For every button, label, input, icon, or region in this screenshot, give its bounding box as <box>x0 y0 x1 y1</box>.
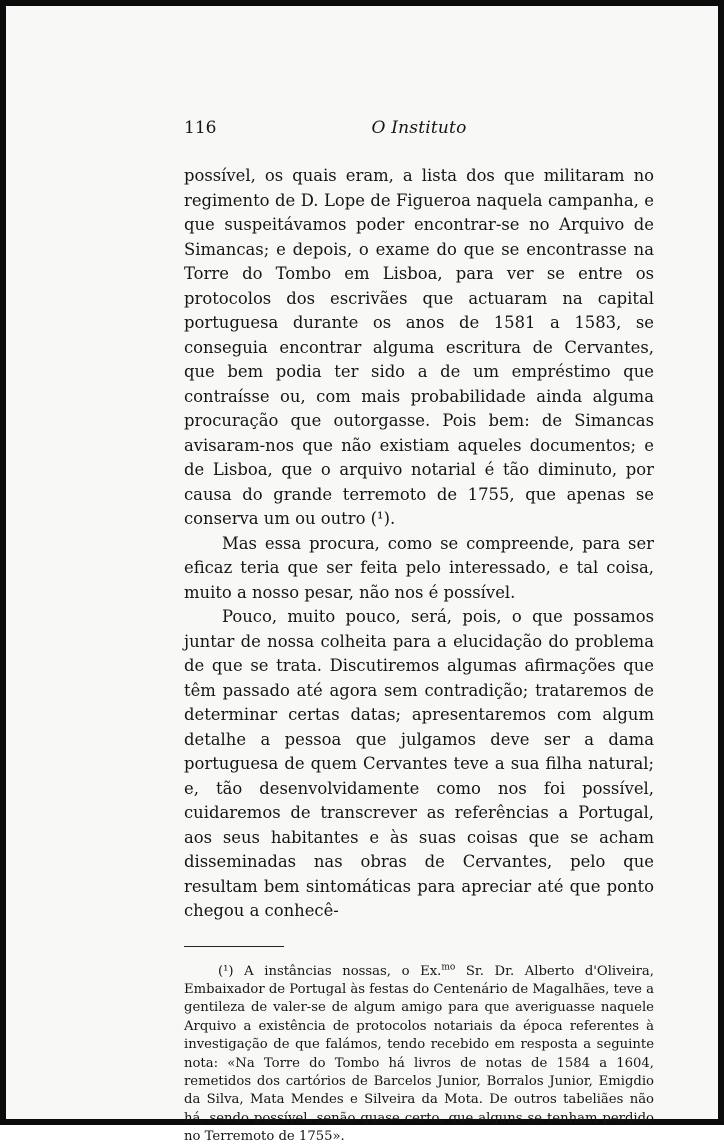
footnote-text-after: Sr. Dr. Alberto d'Oliveira, Embaixador de Portugal às festas do Centenário de Magalhães, teve a gentileza de valer-se de algum amigo para que averiguasse naquele Arquivo a existência de protocolos notariais da época referentes à investigação de que falámos, tendo recebido em resposta a seguinte nota: «Na Torre do Tombo há livros de notas de 1584 a 1604, remetidos dos cartórios de Barcelos Junior, Borralos Junior, Emigdio da Silva, Mata Mendes e Silveira da Mota. De outros tabeliães não há, sendo possível, senão quase certo, que alguns se tenham perdido no Terremoto de 1755». <box>184 963 654 1145</box>
paragraph-2: Mas essa procura, como se compreende, para ser eficaz teria que ser feita pelo interessado, e tal coisa, muito a nosso pesar, não nos é possível. <box>184 533 654 602</box>
paragraph-1: possível, os quais eram, a lista dos que militaram no regimento de D. Lope de Figueroa naquela campanha, e que suspeitávamos poder encontrar-se no Arquivo de Simancas; e depois, o exame do que se encontrasse na Torre do Tombo em Lisboa, para ver se entre os protocolos dos escrivães que actuaram na capital portuguesa durante os anos de 1581 a 1583, se conseguia encontrar alguma escritura de Cervantes, que bem podia ter sido a de um empréstimo que contraísse ou, com mais probabilidade ainda alguma procuração que outorgasse. Pois bem: de Simancas avisaram-nos que não existiam aqueles documentos; e de Lisboa, que o arquivo notarial é tão diminuto, por causa do grande terremoto de 1755, que apenas se conserva um ou outro (¹). <box>184 166 654 528</box>
running-title: O Instituto <box>371 118 467 138</box>
book-page <box>184 116 654 1147</box>
footnote-text-before: A instâncias nossas, o Ex. <box>233 963 442 979</box>
footnote <box>184 963 654 1147</box>
footnote-divider <box>184 946 284 947</box>
body-text <box>184 164 654 924</box>
page-number: 116 <box>184 118 217 138</box>
paragraph-3: Pouco, muito pouco, será, pois, o que possamos juntar de nossa colheita para a elucidação do problema de que se trata. Discutiremos algumas afirmações que têm passado até agora sem contradição; trataremos de determinar certas datas; apresentaremos com algum detalhe a pessoa que julgamos deve ser a dama portuguesa de quem Cervantes teve a sua filha natural; e, tão desenvolvidamente como nos foi possível, cuidaremos de transcrever as referências a Portugal, aos seus habitantes e às suas coisas que se acham disseminadas nas obras de Cervantes, pelo que resultam bem sintomáticas para apreciar até que ponto chegou a conhecê- <box>184 607 654 920</box>
running-header <box>184 116 654 140</box>
footnote-paragraph <box>184 963 654 1147</box>
footnote-superscript: mo <box>441 962 456 973</box>
footnote-marker: (¹) <box>218 963 234 979</box>
